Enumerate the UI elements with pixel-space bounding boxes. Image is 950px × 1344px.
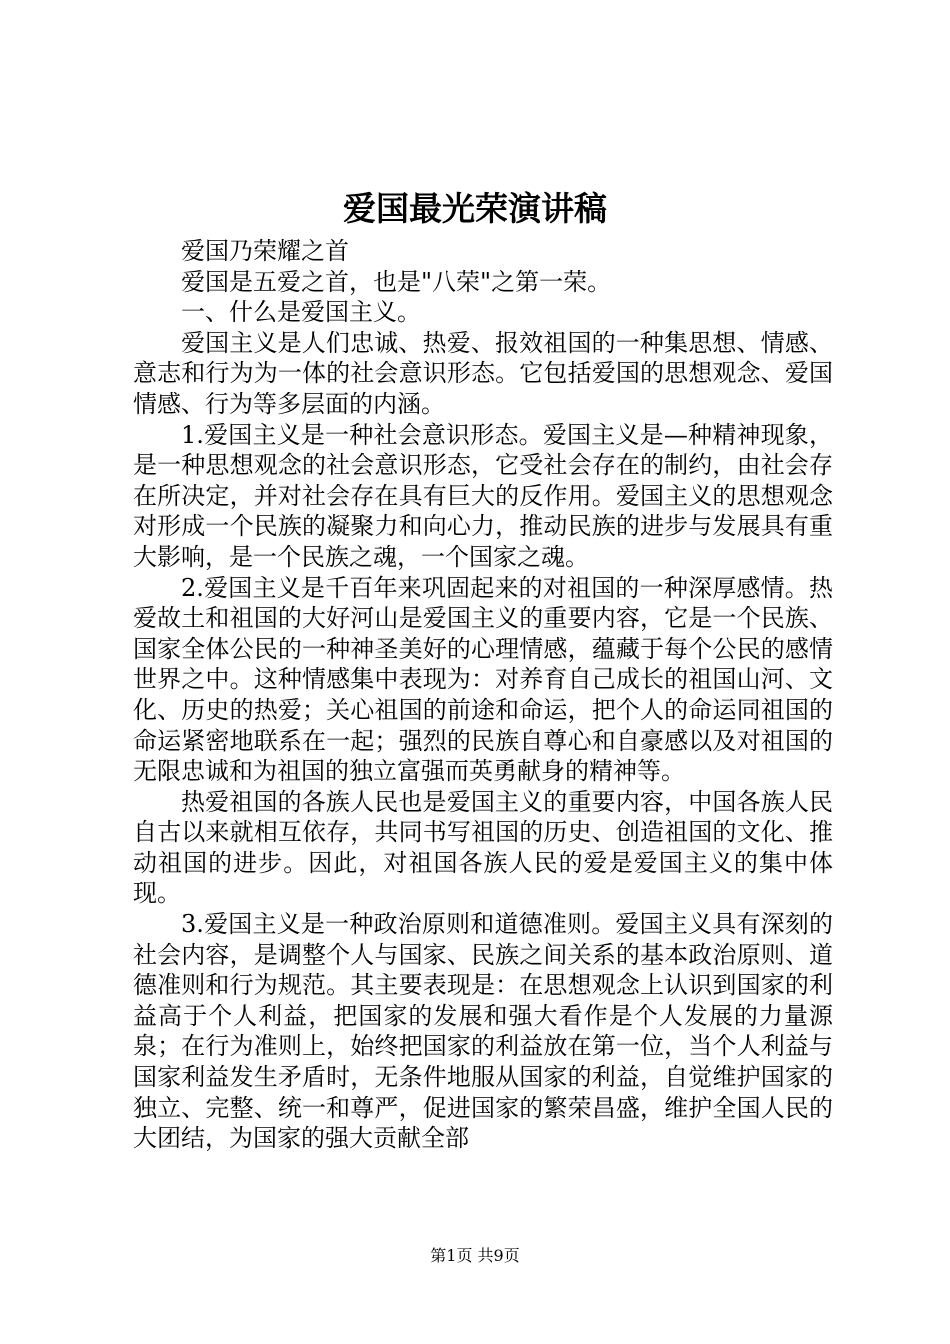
document-title: 爱国最光荣演讲稿 (343, 189, 607, 228)
paragraph-definition: 爱国主义是人们忠诚、热爱、报效祖国的一种集思想、情感、意志和行为为一体的社会意识形态。它包括爱国的思想观念、爱国情感、行为等多层面的内涵。 (133, 328, 833, 418)
paragraph-point-3: 3.爱国主义是一种政治原则和道德准则。爱国主义具有深刻的社会内容，是调整个人与国家、民族之间关系的基本政治原则、道德准则和行为规范。其主要表现是：在思想观念上认识到国家的利益高于个人利益，把国家的发展和强大看作是个人发展的力量源泉；在行为准则上，始终把国家的利益放在第一位，当个人利益与国家利益发生矛盾时，无条件地服从国家的利益，自觉维护国家的独立、完整、统一和尊严，促进国家的繁荣昌盛，维护全国人民的大团结，为国家的强大贡献全部 (133, 910, 833, 1153)
paragraph-point-1: 1.爱国主义是一种社会意识形态。爱国主义是—种精神现象，是一种思想观念的社会意识形态，它受社会存在的制约，由社会存在所决定，并对社会存在具有巨大的反作用。爱国主义的思想观念对形成一个民族的凝聚力和向心力，推动民族的进步与发展具有重大影响，是一个民族之魂，一个国家之魂。 (133, 420, 833, 571)
paragraph-intro: 爱国是五爱之首，也是"八荣"之第一荣。 (181, 267, 612, 296)
paragraph-subtitle: 爱国乃荣耀之首 (181, 237, 349, 265)
document-body (133, 236, 833, 1154)
section-heading: 一、什么是爱国主义。 (181, 298, 421, 327)
paragraph-point-2: 2.爱国主义是千百年来巩固起来的对祖国的一种深厚感情。热爱故土和祖国的大好河山是爱国主义的重要内容，它是一个民族、国家全体公民的一种神圣美好的心理情感，蕴藏于每个公民的感情世界之中。这种情感集中表现为：对养育自己成长的祖国山河、文化、历史的热爱；关心祖国的前途和命运，把个人的命运同祖国的命运紧密地联系在一起；强烈的民族自尊心和自豪感以及对祖国的无限忠诚和为祖国的独立富强而英勇献身的精神等。 (133, 573, 833, 786)
paragraph-ethnic-groups: 热爱祖国的各族人民也是爱国主义的重要内容，中国各族人民自古以来就相互依存，共同书写祖国的历史、创造祖国的文化、推动祖国的进步。因此，对祖国各族人民的爱是爱国主义的集中体现。 (133, 787, 833, 908)
page-number-footer: 第1页 共9页 (430, 1246, 520, 1265)
